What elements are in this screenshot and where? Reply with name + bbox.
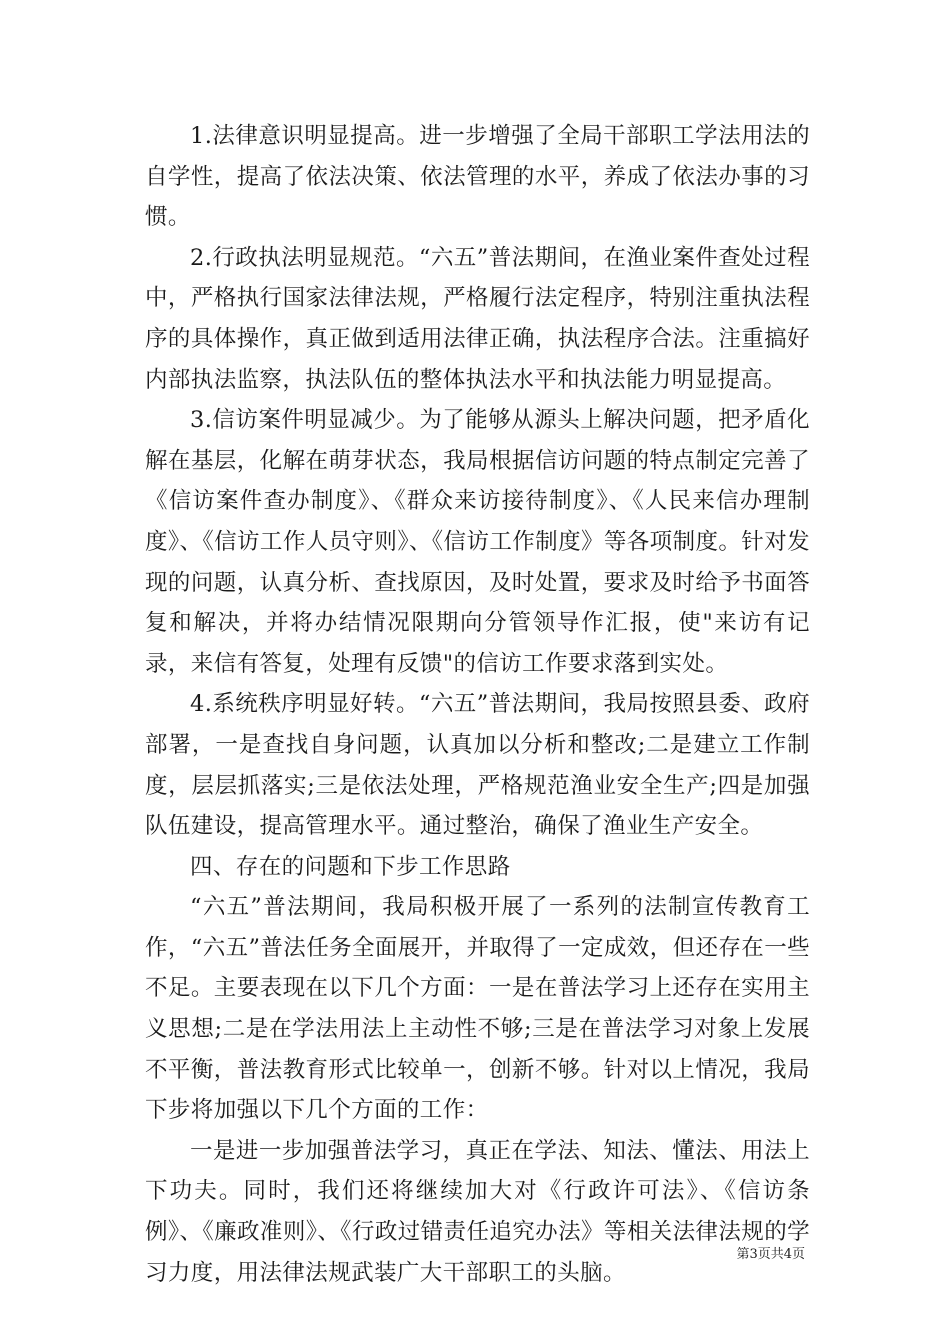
document-body (145, 116, 810, 1293)
section-heading: 四、存在的问题和下步工作思路 (190, 853, 511, 880)
paragraph-legal-awareness: 1.法律意识明显提高。进一步增强了全局干部职工学法用法的自学性，提高了依法决策、依法管理的水平，养成了依法办事的习惯。 (145, 123, 810, 231)
paragraph-system-order: 4.系统秩序明显好转。“六五”普法期间，我局按照县委、政府部署，一是查找自身问题，认真加以分析和整改;二是建立工作制度，层层抓落实;三是依法处理，严格规范渔业安全生产;四是加强队伍建设，提高管理水平。通过整治，确保了渔业生产安全。 (145, 691, 810, 840)
paragraph-administrative-enforcement: 2.行政执法明显规范。“六五”普法期间，在渔业案件查处过程中，严格执行国家法律法规，严格履行法定程序，特别注重执法程序的具体操作，真正做到适用法律正确，执法程序合法。注重搞好内部执法监察，执法队伍的整体执法水平和执法能力明显提高。 (145, 244, 810, 393)
paragraph-next-steps: 一是进一步加强普法学习，真正在学法、知法、懂法、用法上下功夫。同时，我们还将继续加大对《行政许可法》、《信访条例》、《廉政准则》、《行政过错责任追究办法》等相关法律法规的学习力度，用法律法规武装广大干部职工的头脑。 (145, 1137, 810, 1286)
page-number-footer: 第3页共4页 (736, 1247, 805, 1262)
paragraph-existing-problems: “六五”普法期间，我局积极开展了一系列的法制宣传教育工作，“六五”普法任务全面展开，并取得了一定成效，但还存在一些不足。主要表现在以下几个方面：一是在普法学习上还存在实用主义思想;二是在学法用法上主动性不够;三是在普法学习对象上发展不平衡，普法教育形式比较单一，创新不够。针对以上情况，我局下步将加强以下几个方面的工作： (145, 894, 811, 1124)
paragraph-petition-cases: 3.信访案件明显减少。为了能够从源头上解决问题，把矛盾化解在基层，化解在萌芽状态，我局根据信访问题的特点制定完善了《信访案件查办制度》、《群众来访接待制度》、《人民来信办理制度》、《信访工作人员守则》、《信访工作制度》等各项制度。针对发现的问题，认真分析、查找原因，及时处置，要求及时给予书面答复和解决，并将办结情况限期向分管领导作汇报，使"来访有记录，来信有答复，处理有反馈"的信访工作要求落到实处。 (145, 407, 810, 677)
